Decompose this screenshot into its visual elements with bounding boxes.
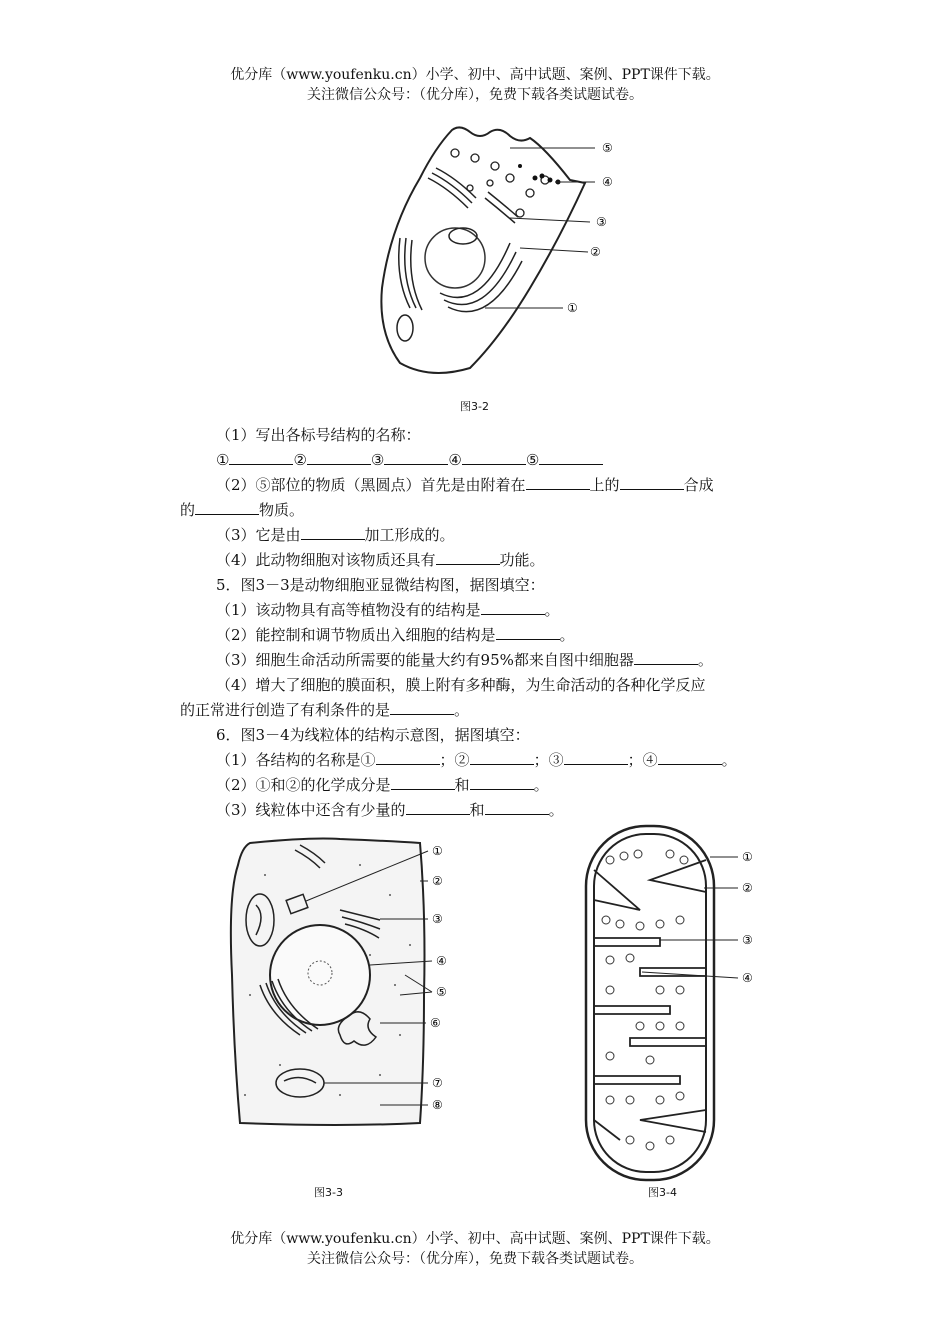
figure-3-3-animal-cell [220,835,460,1130]
fig33-label-4: ④ [436,954,447,968]
q6-part2: （2）①和②的化学成分是 和 。 [216,776,549,794]
fig34-label-3: ③ [742,933,753,947]
fig33-label-6: ⑥ [430,1016,441,1030]
q5-title: 5．图3－3是动物细胞亚显微结构图，据图填空： [216,576,545,594]
blank-4-4[interactable] [462,450,526,465]
blank-6-4[interactable] [658,750,722,765]
figure-3-2-cell-diagram [370,118,630,380]
blank-5-1[interactable] [481,600,545,615]
fig34-label-4: ④ [742,971,753,985]
fig32-label-4: ④ [602,175,613,189]
figure-3-2-caption: 图3-2 [460,400,489,413]
blank-5-4[interactable] [390,700,454,715]
q4-part4: （4）此动物细胞对该物质还具有 功能。 [216,551,545,569]
blank-4-1[interactable] [229,450,293,465]
blank-4-8[interactable] [195,500,259,515]
fig33-label-3: ③ [432,912,443,926]
blank-4-9[interactable] [301,525,365,540]
blank-6-7[interactable] [406,800,470,815]
q4-part2-line1: （2）⑤部位的物质（黑圆点）首先是由附着在 上的 合成 [216,476,714,494]
q6-title: 6．图3－4为线粒体的结构示意图，据图填空： [216,726,530,744]
blank-4-10[interactable] [436,550,500,565]
q5-part3: （3）细胞生命活动所需要的能量大约有95%都来自图中细胞器 。 [216,651,713,669]
blank-6-8[interactable] [485,800,549,815]
q6-part3: （3）线粒体中还含有少量的 和 。 [216,801,564,819]
blank-6-2[interactable] [470,750,534,765]
fig32-label-5: ⑤ [602,141,613,155]
figure-3-4-mitochondrion [580,820,780,1185]
footer-line-2: 关注微信公众号：（优分库），免费下载各类试题试卷。 [307,1251,643,1267]
header-line-1: 优分库（www.youfenku.cn）小学、初中、高中试题、案例、PPT课件下载。 [230,67,720,83]
blank-4-7[interactable] [620,475,684,490]
q4-part3: （3）它是由 加工形成的。 [216,526,455,544]
q5-part4-line1: （4）增大了细胞的膜面积，膜上附有多种酶，为生命活动的各种化学反应 [216,676,706,694]
fig32-label-2: ② [590,245,601,259]
blank-5-3[interactable] [634,650,698,665]
fig33-label-7: ⑦ [432,1076,443,1090]
blank-6-6[interactable] [470,775,534,790]
fig32-label-3: ③ [596,215,607,229]
q4-part1: （1）写出各标号结构的名称： [216,426,421,444]
fig33-label-5: ⑤ [436,985,447,999]
blank-6-1[interactable] [376,750,440,765]
figure-3-3-caption: 图3-3 [314,1186,343,1199]
blank-6-3[interactable] [564,750,628,765]
blank-4-2[interactable] [307,450,371,465]
q4-part2-line2: 的 物质。 [180,501,305,519]
figure-3-4-caption: 图3-4 [648,1186,677,1199]
fig33-label-2: ② [432,874,443,888]
fig33-label-8: ⑧ [432,1098,443,1112]
fig32-label-1: ① [567,301,578,315]
q4-part1-blanks: ① ② ③ ④ ⑤ [180,449,780,471]
fig33-label-1: ① [432,844,443,858]
blank-4-5[interactable] [539,450,603,465]
q5-part2: （2）能控制和调节物质出入细胞的结构是 。 [216,626,575,644]
fig34-label-2: ② [742,881,753,895]
blank-4-3[interactable] [384,450,448,465]
footer-line-1: 优分库（www.youfenku.cn）小学、初中、高中试题、案例、PPT课件下载。 [230,1231,720,1247]
blank-5-2[interactable] [496,625,560,640]
q5-part4-line2: 的正常进行创造了有利条件的是 。 [180,701,470,719]
header-line-2: 关注微信公众号：（优分库），免费下载各类试题试卷。 [307,87,643,103]
q6-part1: （1）各结构的名称是① ；② ；③ ；④ 。 [216,751,737,769]
blank-6-5[interactable] [391,775,455,790]
blank-4-6[interactable] [526,475,590,490]
fig34-label-1: ① [742,850,753,864]
q5-part1: （1）该动物具有高等植物没有的结构是 。 [216,601,560,619]
